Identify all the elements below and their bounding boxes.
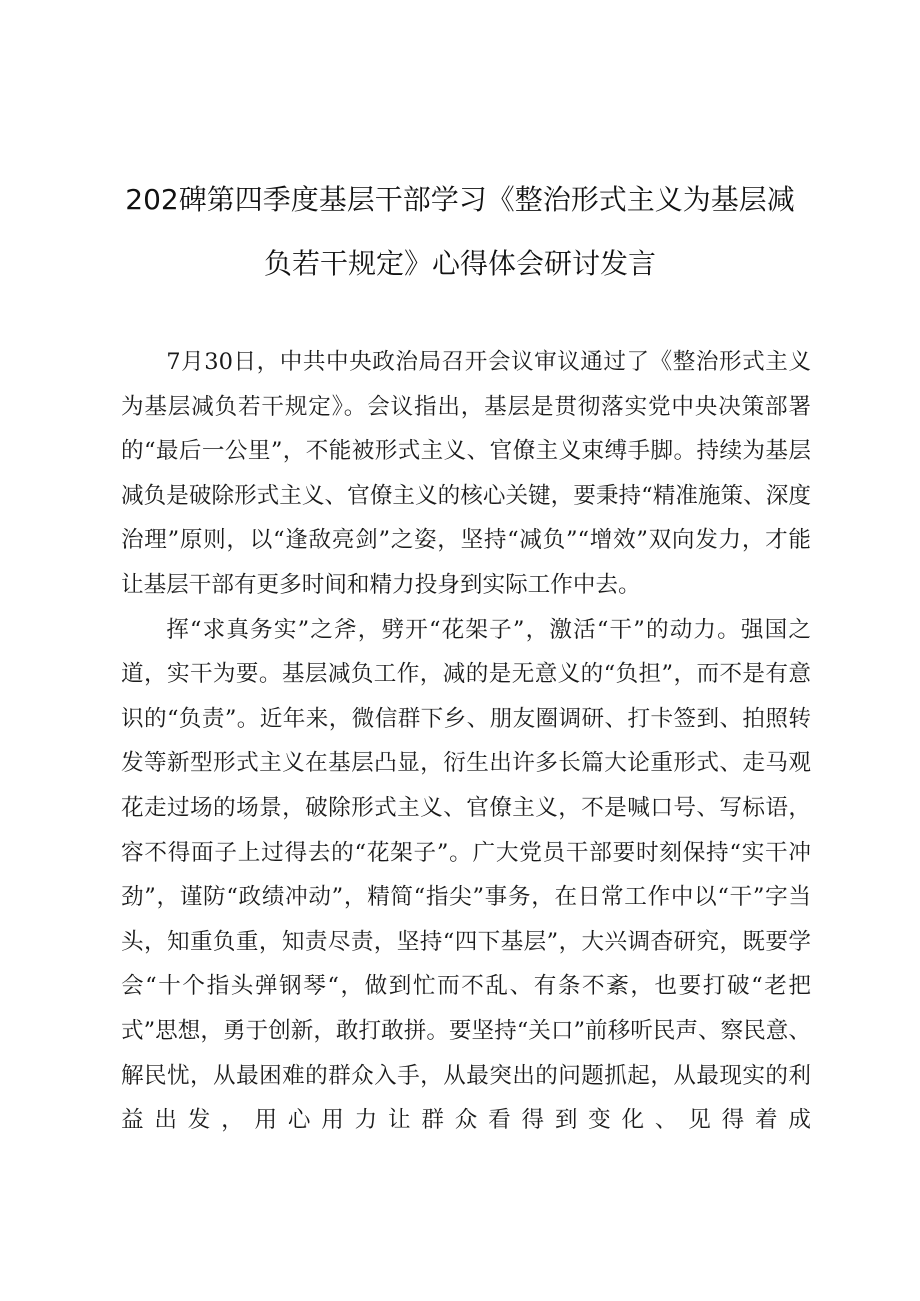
document-title-line-1: 202碑第四季度基层干部学习《整治形式主义为基层减 bbox=[125, 183, 795, 216]
body-paragraph-2: 挥“求真务实”之斧，劈开“花架子”，激活“干”的动力。强国之道，实干为要。基层减负工作，减的是无意义的“负担”，而不是有意识的“负责”。近年来，微信群下乡、朋友圈调研、打卡签到、拍照转发等新型形式主义在基层凸显，衍生出许多长篇大论重形式、走马观花走过场的场景，破除形式主义、官僚主义，不是喊口号、写标语，容不得面子上过得去的“花架子”。广大党员干部要时刻保持“实干冲劲”，谨防“政绩冲动”，精简“指尖”事务，在日常工作中以“干”字当头，知重负重，知责尽责，坚持“四下基层”，大兴调杳研究，既要学会“十个指头弹钢琴“，做到忙而不乱、有条不紊，也要打破“老把式”思想，勇于创新，敢打敢拼。要坚持“关口”前移听民声、察民意、解民忧，从最困难的群众入手，从最突出的问题抓起，从最现实的利益出发，用心用力让群众看得到变化、见得着成 bbox=[121, 616, 811, 1134]
body-paragraph-1: 7月30日，中共中央政治局召开会议审议通过了《整治形式主义为基层减负若干规定》。会议指出，基层是贯彻落实党中央决策部署的“最后一公里”，不能被形式主义、官僚主义束缚手脚。持续为基层减负是破除形式主义、官僚主义的核心关键，要秉持“精准施策、深度治理”原则，以“逢敌亮剑”之姿，坚持“减负”“增效”双向发力，才能让基层干部有更多时间和精力投身到实际工作中去。 bbox=[121, 349, 811, 598]
document-body bbox=[121, 340, 811, 1143]
document-title-line-2: 负若干规定》心得体会研讨发言 bbox=[263, 247, 656, 280]
